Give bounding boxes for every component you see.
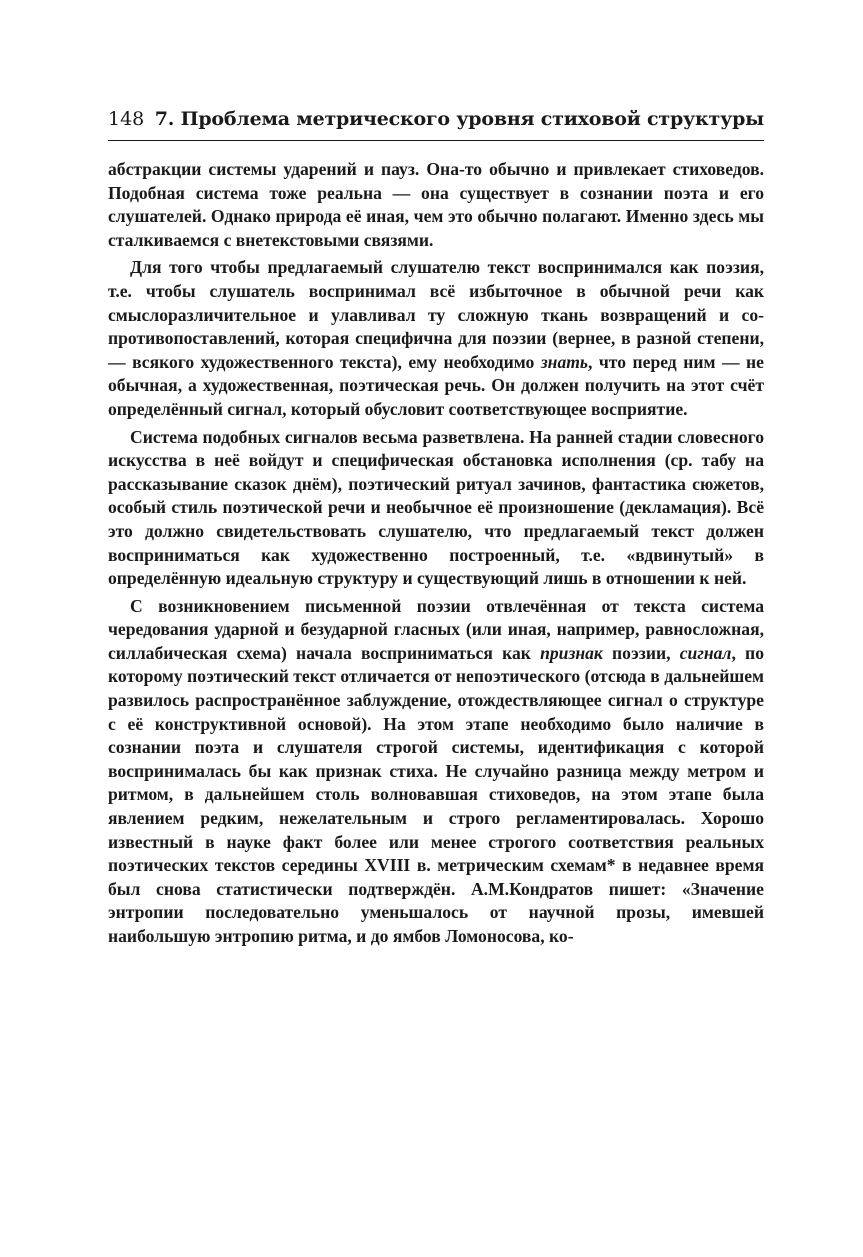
paragraph-4-text-part-2: поэзии, (602, 642, 680, 663)
chapter-title: 7. Проблема метрического уровня стиховой структуры (154, 108, 764, 130)
running-head (108, 104, 764, 138)
paragraph-4 (108, 595, 764, 949)
paragraph-4-text-part-1: С возникновением письменной поэзии отвлечённая от текста система чередования ударной и безударной гласных (или иная, например, равносложная, силлабическая схема) начала восприниматься как (108, 595, 764, 663)
header-rule (108, 140, 764, 141)
paragraph-3-text: Система подобных сигналов весьма разветвлена. На ранней стадии словесного искусства в неё войдут и специфическая обстановка исполнения (ср. табу на рассказывание сказок днём), поэтический ритуал зачинов, фантастика сюжетов, особый стиль поэтической речи и необычное её произношение (декламация). Всё это должно свидетельствовать слушателю, что предлагаемый текст должен восприниматься как художественно построенный, т.е. «вдвинутый» в определённую идеальную структуру и существующий лишь в отношении к ней. (108, 426, 764, 589)
paragraph-1 (108, 158, 764, 252)
paragraph-4-emphasis-sign: признак (540, 642, 603, 663)
paragraph-1-text: абстракции системы ударений и пауз. Она-то обычно и привлекает стиховедов. Подобная система тоже реальна — она существует в сознании поэта и его слушателей. Однако природа её иная, чем это обычно полагают. Именно здесь мы сталкиваемся с внетекстовыми связями. (108, 159, 764, 250)
book-page (108, 104, 764, 949)
body-text (108, 158, 764, 949)
paragraph-4-text-part-3: , по которому поэтический текст отличается от непоэтического (отсюда в дальнейшем развилось распространённое заблуждение, отождествляющее сигнал о структуре с её конструктивной основой). На этом этапе необходимо было наличие в сознании поэта и слушателя строгой системы, идентификация с которой воспринималась бы как признак стиха. Не случайно разница между метром и ритмом, в дальнейшем столь волновавшая стиховедов, на этом этапе была явлением редким, нежелательным и строго регламентировалась. Хорошо известный в науке факт более или менее строгого соответствия реальных поэтических текстов середины XVIII в. метрическим схемам* в недавнее время был снова статистически подтверждён. А.М.Кондратов пишет: «Значение энтропии последовательно уменьшалось от научной прозы, имевшей наибольшую энтропию ритма, и до ямбов Ломоносова, ко- (108, 642, 764, 946)
paragraph-3 (108, 426, 764, 591)
paragraph-2-text-part-1: Для того чтобы предлагаемый слушателю текст воспринимался как поэзия, т.е. чтобы слушатель воспринимал всё избыточное в обычной речи как смыслоразличительное и улавливал ту сложную ткань возвращений и со-противопоставлений, которая специфична для поэзии (вернее, в разной степени, — всякого художественного текста), ему необходимо (108, 257, 764, 372)
paragraph-2-text-part-2: , что перед ним — не обычная, а художественная, поэтическая речь. Он должен получить на этот счёт определённый сигнал, который обусловит соответствующее восприятие. (108, 351, 764, 419)
paragraph-4-emphasis-signal: сигнал (679, 642, 732, 663)
paragraph-2 (108, 256, 764, 421)
page-number: 148 (108, 108, 145, 130)
paragraph-2-emphasis-know: знать (540, 351, 588, 372)
